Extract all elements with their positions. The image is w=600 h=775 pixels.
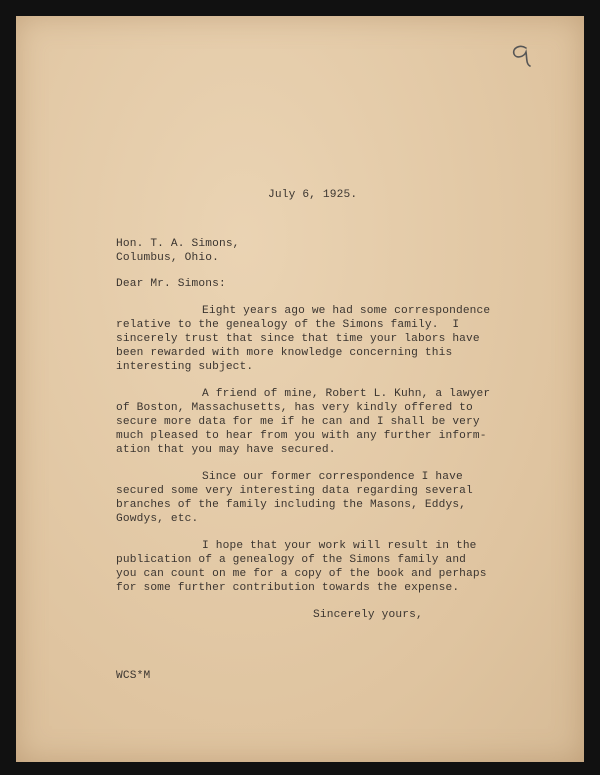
paragraph-1-line-4: been rewarded with more knowledge concerning this [116, 347, 453, 359]
paragraph-4-line-2: publication of a genealogy of the Simons family and [116, 554, 467, 566]
recipient-address: Columbus, Ohio. [116, 252, 219, 264]
letter-date: July 6, 1925. [268, 189, 358, 201]
paragraph-2-line-1: A friend of mine, Robert L. Kuhn, a lawyer [202, 388, 491, 400]
paragraph-2-line-2: of Boston, Massachusetts, has very kindly offered to [116, 402, 473, 414]
paragraph-1-line-2: relative to the genealogy of the Simons family. I [116, 319, 460, 331]
typist-initials: WCS*M [116, 670, 151, 682]
paragraph-3-line-4: Gowdys, etc. [116, 513, 199, 525]
paragraph-4-line-3: you can count on me for a copy of the book and perhaps [116, 568, 487, 580]
paragraph-1-line-3: sincerely trust that since that time your labors have [116, 333, 480, 345]
handwritten-page-number [504, 42, 540, 70]
paragraph-3-line-3: branches of the family including the Masons, Eddys, [116, 499, 467, 511]
paragraph-2-line-3: secure more data for me if he can and I shall be very [116, 416, 480, 428]
paragraph-3-line-1: Since our former correspondence I have [202, 471, 463, 483]
salutation: Dear Mr. Simons: [116, 278, 226, 290]
closing: Sincerely yours, [313, 609, 423, 621]
letter-page [16, 16, 584, 762]
paragraph-2-line-4: much pleased to hear from you with any further inform- [116, 430, 487, 442]
paragraph-1-line-5: interesting subject. [116, 361, 254, 373]
paragraph-4-line-4: for some further contribution towards the expense. [116, 582, 460, 594]
paragraph-4-line-1: I hope that your work will result in the [202, 540, 477, 552]
paragraph-3-line-2: secured some very interesting data regarding several [116, 485, 473, 497]
paragraph-2-line-5: ation that you may have secured. [116, 444, 336, 456]
recipient-name: Hon. T. A. Simons, [116, 238, 240, 250]
paragraph-1-line-1: Eight years ago we had some correspondence [202, 305, 491, 317]
